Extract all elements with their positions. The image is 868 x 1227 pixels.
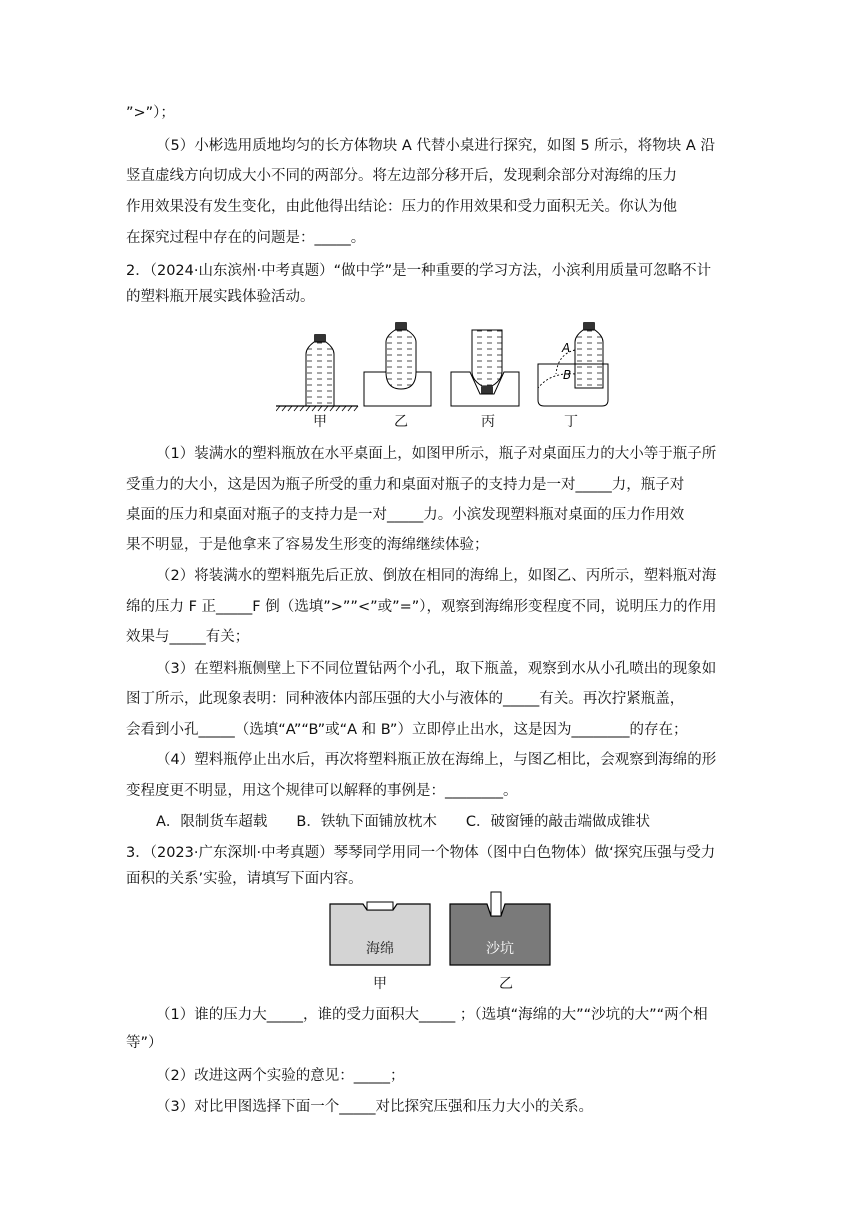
text-line: 面积的关系’实验，请填写下面内容。	[126, 871, 363, 887]
text-line: 绵的压力 F 正_____F 倒（选填”>””<”或”=”），观察到海绵形变程度不同，说明压力的作用	[126, 599, 717, 615]
text-line: 图丁所示，此现象表明：同种液体内部压强的大小与液体的_____有关。再次拧紧瓶盖，	[126, 691, 685, 707]
text-line: 作用效果没有发生变化，由此他得出结论：压力的作用效果和受力面积无关。你认为他	[126, 199, 677, 215]
sponge-box	[330, 902, 430, 965]
text-line: （2）改进这两个实验的意见：_____；	[156, 1068, 405, 1084]
text-line: （1）装满水的塑料瓶放在水平桌面上，如图甲所示，瓶子对桌面压力的大小等于瓶子所	[156, 446, 717, 462]
sponge-label: 海绵	[366, 941, 394, 957]
bottle-jia	[276, 334, 358, 411]
text-line: （4）塑料瓶停止出水后，再次将塑料瓶正放在海绵上，与图乙相比，会观察到海绵的形	[156, 752, 717, 768]
text-line: 变程度更不明显，用这个规律可以解释的事例是：________。	[126, 783, 518, 799]
options-line: A．限制货车超载 B．铁轨下面铺放枕木 C．破窗锤的敲击端做成锥状	[156, 814, 650, 830]
label-b: B	[563, 368, 572, 382]
sponge-sand-figure	[329, 890, 553, 970]
text-line: 等”）	[126, 1035, 163, 1051]
bottle-bing	[451, 330, 519, 406]
text-line: 效果与_____有关；	[126, 629, 250, 645]
text-line: 桌面的压力和桌面对瓶子的支持力是一对_____力。小滨发现塑料瓶对桌面的压力作用效	[126, 507, 685, 523]
text-line: （1）谁的压力大_____，谁的受力面积大_____ ；（选填“海绵的大”“沙坑的大”“两个相	[156, 1007, 708, 1023]
question-2-header: 2．（2024·山东滨州·中考真题）“做中学”是一种重要的学习方法，小滨利用质量可忽略不计	[126, 263, 712, 279]
caption-bing: 丙	[481, 414, 495, 430]
text-line: （5）小彬选用质地均匀的长方体物块 A 代替小桌进行探究，如图 5 所示，将物块 A 沿	[156, 138, 715, 154]
question-3-header: 3．（2023·广东深圳·中考真题）琴琴同学用同一个物体（图中白色物体）做‘探究压强与受力	[126, 845, 716, 861]
caption-ding: 丁	[564, 414, 578, 430]
text-line: 在探究过程中存在的问题是：_____。	[126, 230, 366, 246]
caption-yi: 乙	[394, 414, 408, 430]
text-line: （3）在塑料瓶侧壁上下不同位置钻两个小孔，取下瓶盖，观察到水从小孔喷出的现象如	[156, 661, 717, 677]
text-line: （3）对比甲图选择下面一个_____对比探究压强和压力大小的关系。	[156, 1099, 593, 1115]
text-line: 竖直虚线方向切成大小不同的两部分。将左边部分移开后，发现剩余部分对海绵的压力	[126, 168, 677, 184]
text-line: （2）将装满水的塑料瓶先后正放、倒放在相同的海绵上，如图乙、丙所示，塑料瓶对海	[156, 568, 717, 584]
text-line: 受重力的大小，这是因为瓶子所受的重力和桌面对瓶子的支持力是一对_____力，瓶子对	[126, 477, 685, 493]
text-line: 果不明显，于是他拿来了容易发生形变的海绵继续体验；	[126, 537, 489, 553]
bottle-ding	[538, 322, 608, 406]
bottle-yi	[364, 322, 431, 406]
text-line: 会看到小孔_____（选填“A”“B”或“A 和 B”）立即停止出水，这是因为________的存在；	[126, 722, 688, 738]
sand-pit-label: 沙坑	[486, 941, 514, 957]
caption-jia-2: 甲	[373, 976, 387, 992]
text-line: ”>”）；	[126, 105, 175, 121]
caption-yi-2: 乙	[499, 976, 513, 992]
caption-jia: 甲	[313, 414, 327, 430]
label-a: A	[562, 341, 571, 355]
text-line: 的塑料瓶开展实践体验活动。	[126, 289, 315, 305]
sand-pit-box	[450, 892, 550, 965]
